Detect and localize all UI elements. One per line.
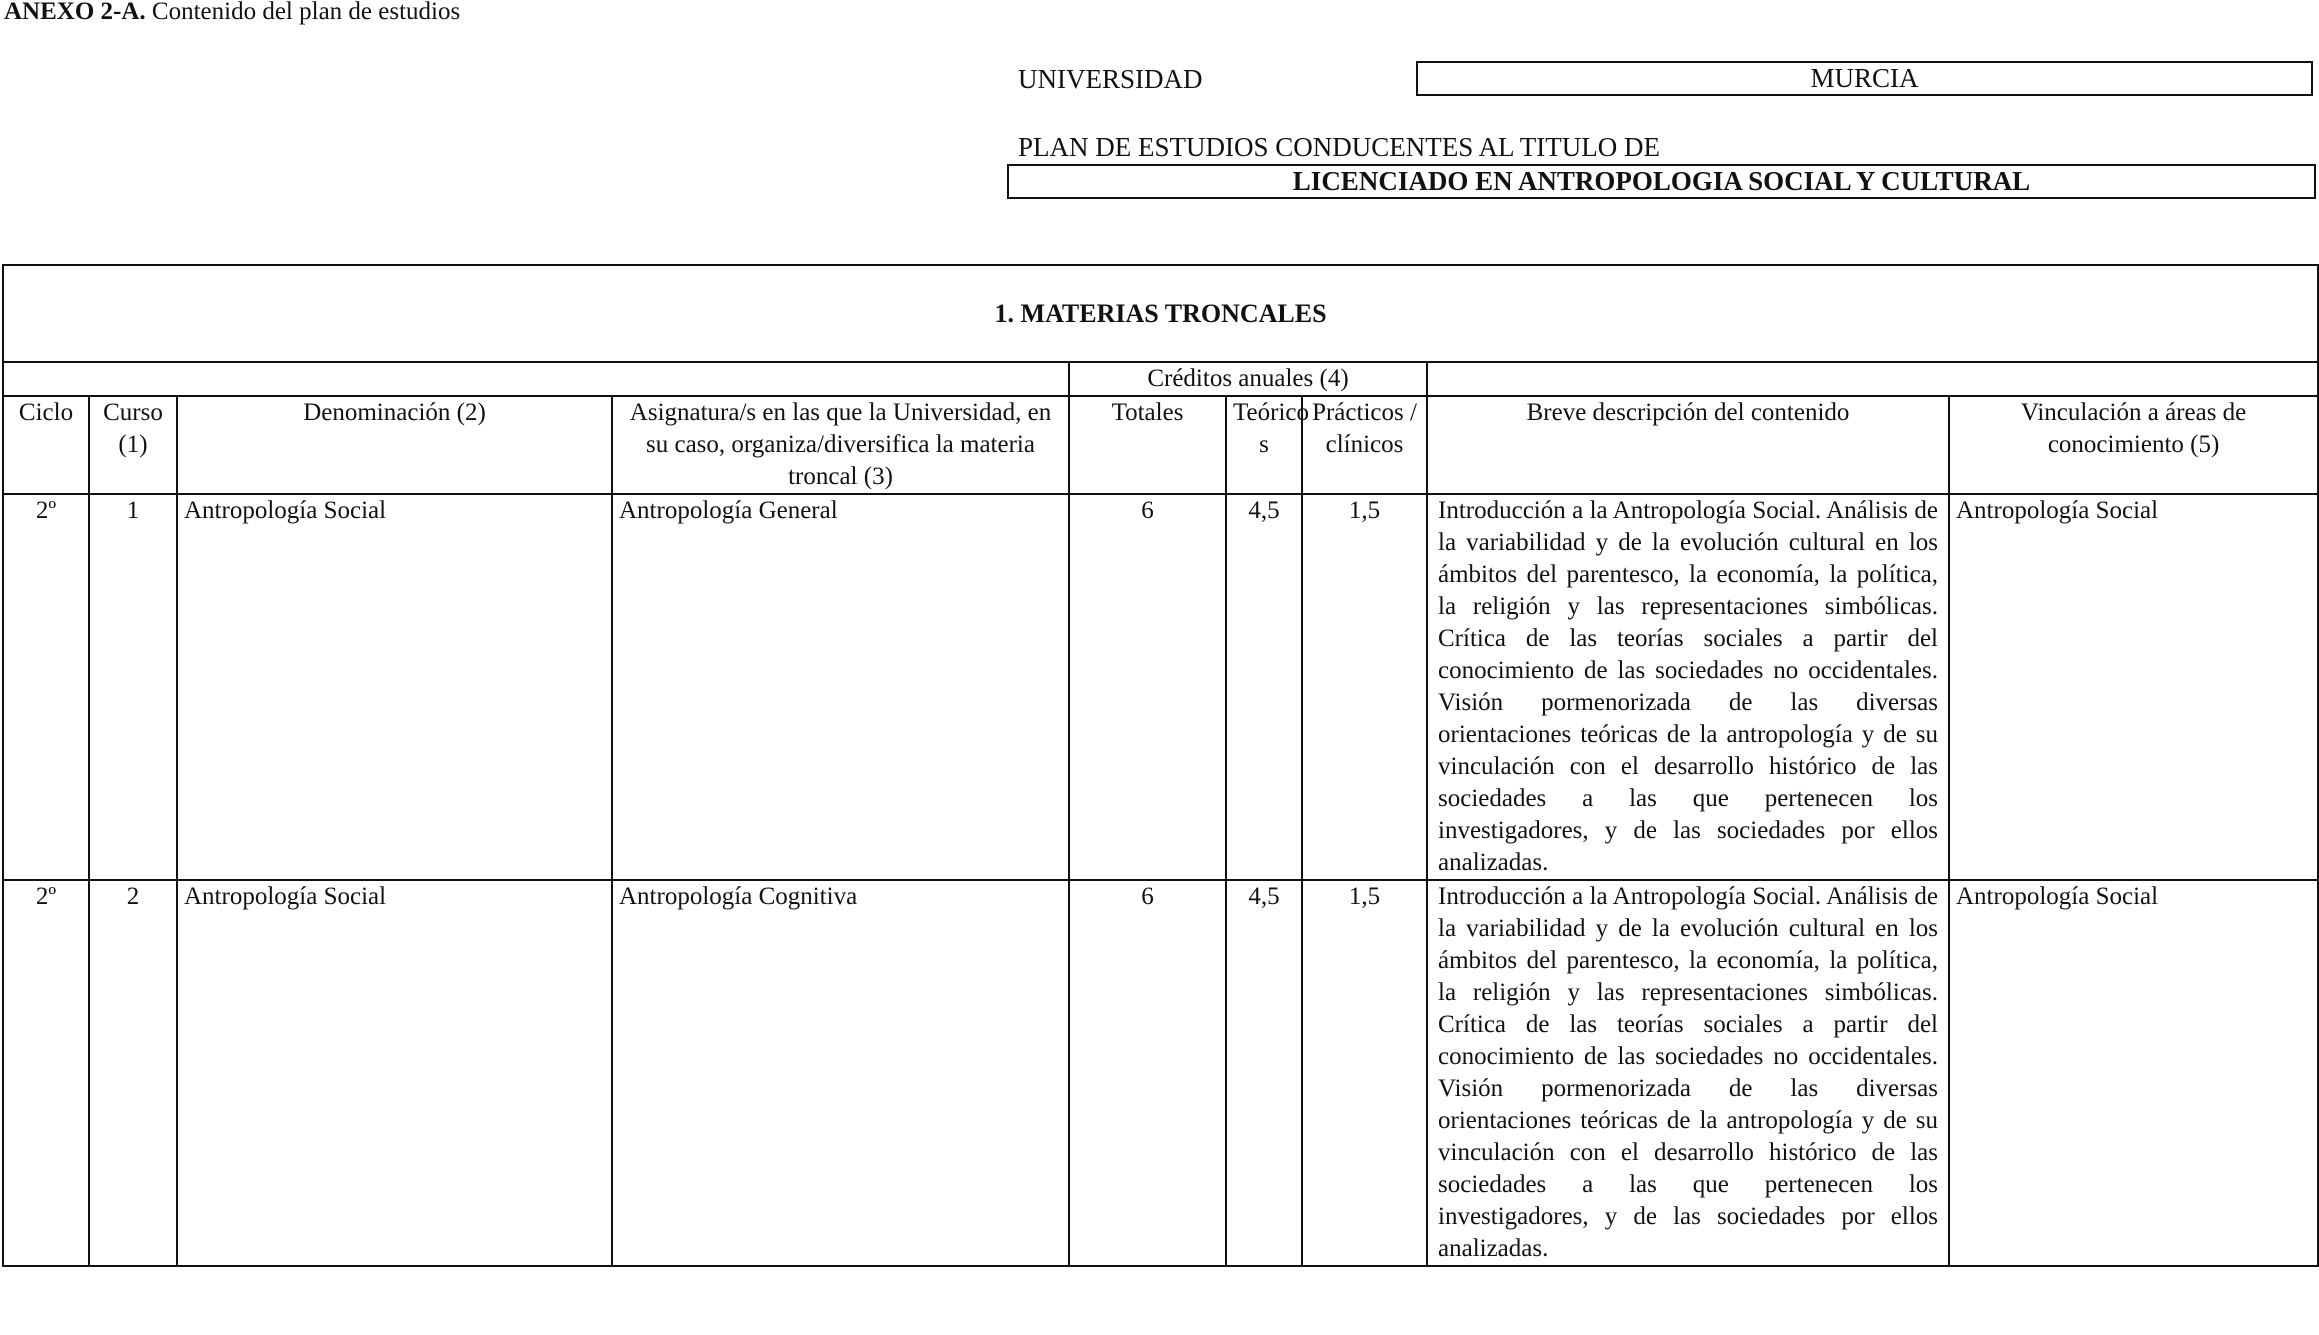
cell-curso: 1 bbox=[89, 494, 177, 880]
column-header-row bbox=[3, 396, 2318, 494]
header-totales: Totales bbox=[1069, 396, 1226, 494]
cell-vinculacion: Antropología Social bbox=[1949, 880, 2318, 1266]
section-title: 1. MATERIAS TRONCALES bbox=[3, 265, 2318, 362]
cell-curso: 2 bbox=[89, 880, 177, 1266]
cell-vinculacion: Antropología Social bbox=[1949, 494, 2318, 880]
plan-label: PLAN DE ESTUDIOS CONDUCENTES AL TITULO DE bbox=[1018, 132, 1660, 162]
header-vinculacion: Vinculación a áreas de conocimiento (5) bbox=[1949, 396, 2318, 494]
header-asignatura: Asignatura/s en las que la Universidad, en su caso, organiza/diversifica la materia troncal (3) bbox=[612, 396, 1069, 494]
cell-denominacion: Antropología Social bbox=[177, 880, 612, 1266]
cell-denominacion: Antropología Social bbox=[177, 494, 612, 880]
table-row bbox=[3, 494, 2318, 880]
header-practicos: Prácticos / clínicos bbox=[1302, 396, 1427, 494]
annex-prefix: ANEXO 2-A. bbox=[4, 0, 146, 25]
cell-teoricos: 4,5 bbox=[1226, 880, 1302, 1266]
header-teoricos: Teórico s bbox=[1226, 396, 1302, 494]
header-denominacion: Denominación (2) bbox=[177, 396, 612, 494]
cell-ciclo: 2º bbox=[3, 494, 89, 880]
degree-title: LICENCIADO EN ANTROPOLOGIA SOCIAL Y CULTURAL bbox=[1007, 164, 2316, 199]
cell-descripcion: Introducción a la Antropología Social. Análisis de la variabilidad y de la evolución cultural en los ámbitos del parentesco, la economía, la política, la religión y las representaciones simbólicas. Crítica de las teorías sociales a partir del conocimiento de las sociedades no occidentales. Visión pormenorizada de las diversas orientaciones teóricas de la antropología y de su vinculación con el desarrollo histórico de las sociedades a las que pertenecen los investigadores, y de las sociedades por ellos analizadas. bbox=[1427, 494, 1949, 880]
annex-title: Contenido del plan de estudios bbox=[151, 0, 461, 25]
cell-ciclo: 2º bbox=[3, 880, 89, 1266]
cell-totales: 6 bbox=[1069, 880, 1226, 1266]
cell-practicos: 1,5 bbox=[1302, 494, 1427, 880]
table-row bbox=[3, 880, 2318, 1266]
cell-totales: 6 bbox=[1069, 494, 1226, 880]
header-descripcion: Breve descripción del contenido bbox=[1427, 396, 1949, 494]
cell-asignatura: Antropología Cognitiva bbox=[612, 880, 1069, 1266]
header-curso: Curso (1) bbox=[89, 396, 177, 494]
header-ciclo: Ciclo bbox=[3, 396, 89, 494]
credits-group-row bbox=[3, 362, 2318, 396]
universidad-value: MURCIA bbox=[1416, 61, 2313, 96]
universidad-label: UNIVERSIDAD bbox=[1018, 64, 1203, 94]
cell-teoricos: 4,5 bbox=[1226, 494, 1302, 880]
materias-table bbox=[2, 264, 2319, 1267]
annex-heading bbox=[4, 0, 460, 26]
cell-descripcion: Introducción a la Antropología Social. Análisis de la variabilidad y de la evolución cultural en los ámbitos del parentesco, la economía, la política, la religión y las representaciones simbólicas. Crítica de las teorías sociales a partir del conocimiento de las sociedades no occidentales. Visión pormenorizada de las diversas orientaciones teóricas de la antropología y de su vinculación con el desarrollo histórico de las sociedades a las que pertenecen los investigadores, y de las sociedades por ellos analizadas. bbox=[1427, 880, 1949, 1266]
cell-asignatura: Antropología General bbox=[612, 494, 1069, 880]
creditos-group-header: Créditos anuales (4) bbox=[1069, 362, 1427, 396]
cell-practicos: 1,5 bbox=[1302, 880, 1427, 1266]
